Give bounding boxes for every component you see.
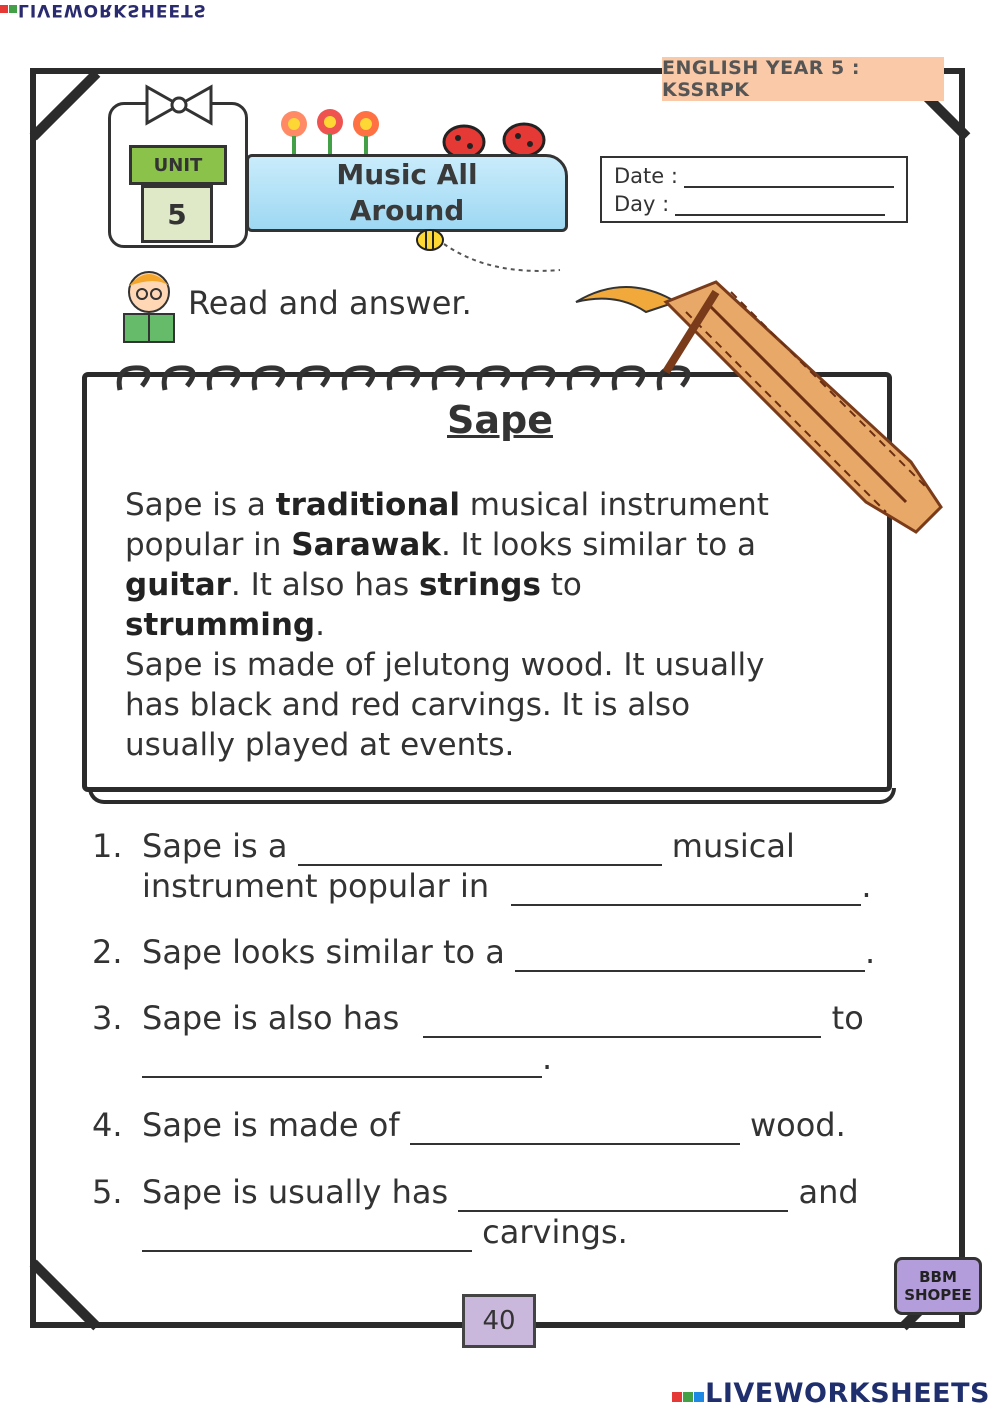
reading-boy-icon <box>116 266 182 352</box>
passage-paragraph-1: Sape is a traditional musical instrument popular in Sarawak. It looks similar to a guitar. It also has strings to strumming. <box>125 487 769 643</box>
answer-blank-1a[interactable] <box>298 834 662 866</box>
notepad-shadow <box>88 788 896 804</box>
unit-card <box>108 102 248 248</box>
answer-blank-4[interactable] <box>410 1113 740 1145</box>
day-field[interactable] <box>675 196 885 216</box>
answer-blank-2[interactable] <box>515 940 865 972</box>
bbm-shopee-badge: BBM SHOPEE <box>894 1257 982 1315</box>
bee-icon <box>410 216 570 278</box>
answer-blank-3a[interactable] <box>423 1006 821 1038</box>
question-4: 4. Sape is made of wood. <box>92 1106 846 1144</box>
date-field[interactable] <box>684 168 894 188</box>
unit-title-line2: Around <box>349 194 465 227</box>
bow-icon <box>141 83 217 133</box>
level-tag: ENGLISH YEAR 5 : KSSRPK <box>662 57 944 101</box>
unit-title-line1: Music All <box>336 158 478 191</box>
answer-blank-1b[interactable] <box>511 874 861 906</box>
brand-logo-top: LIVEWORKSHEETS <box>0 0 207 20</box>
answer-blank-5a[interactable] <box>458 1180 788 1212</box>
brand-logo-bottom: LIVEWORKSHEETS <box>672 1378 990 1409</box>
question-2: 2. Sape looks similar to a . <box>92 933 876 971</box>
unit-label: UNIT <box>129 145 227 185</box>
passage-paragraph-2: Sape is made of jelutong wood. It usually has black and red carvings. It is also usually played at events. <box>125 647 765 763</box>
date-label: Date : <box>614 164 678 188</box>
flowers-icon <box>276 104 396 158</box>
day-label: Day : <box>614 192 670 216</box>
question-5: 5. Sape is usually has and carvings. <box>92 1173 859 1251</box>
answer-blank-3b[interactable] <box>142 1046 542 1078</box>
page-number: 40 <box>462 1294 536 1348</box>
unit-number: 5 <box>141 185 213 243</box>
passage-title: Sape <box>447 398 553 442</box>
question-3: 3. Sape is also has to . <box>92 999 864 1077</box>
question-1: 1. Sape is a musical instrument popular in . <box>92 827 872 905</box>
answer-blank-5b[interactable] <box>142 1220 472 1252</box>
instruction-text: Read and answer. <box>188 284 472 322</box>
date-box <box>600 156 908 223</box>
